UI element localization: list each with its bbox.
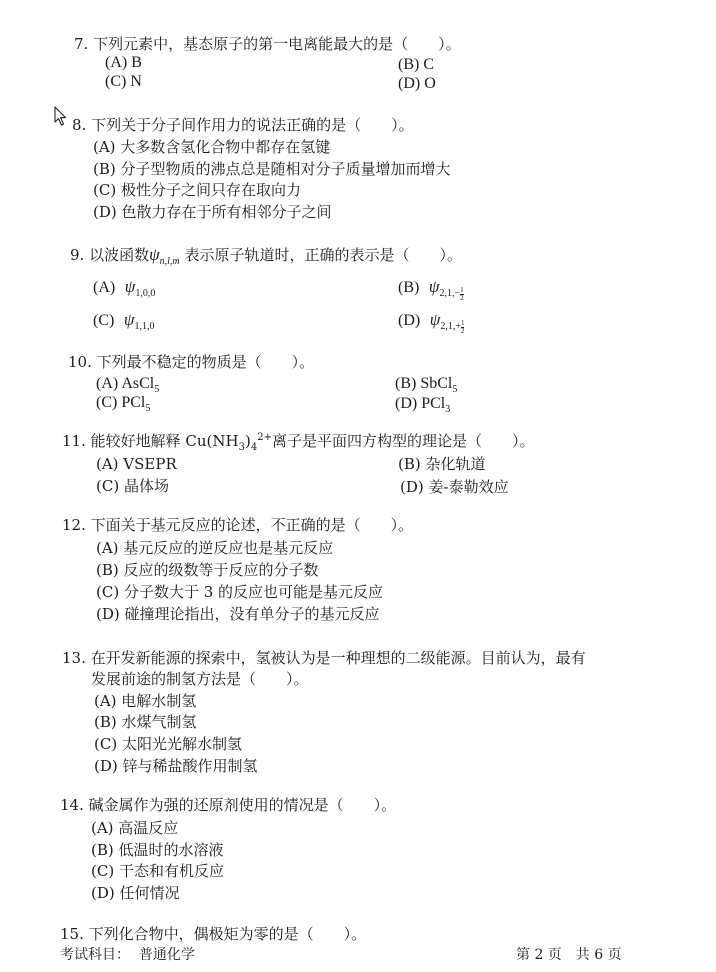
question-12-option-d: (D) 碰撞理论指出，没有单分子的基元反应 <box>96 605 380 623</box>
question-12-option-b: (B) 反应的级数等于反应的分子数 <box>96 561 319 579</box>
question-10-stem: 10. 下列最不稳定的物质是（ ）。 <box>68 353 315 371</box>
question-9-option-c: (C) $\psi_{1,1,0}$ <box>93 310 155 332</box>
question-11-option-c: (C) 晶体场 <box>96 477 169 495</box>
question-8-option-a: (A) 大多数含氢化合物中都存在氢键 <box>93 138 331 156</box>
question-13-option-d: (D) 锌与稀盐酸作用制氢 <box>94 757 258 775</box>
question-9-option-a: (A) $\psi_{1,0,0}$ <box>93 277 156 299</box>
question-14-option-b: (B) 低温时的水溶液 <box>91 841 224 859</box>
question-14-option-c: (C) 干态和有机反应 <box>91 862 224 880</box>
question-7-option-b: (B) C <box>398 56 434 73</box>
question-8-option-d: (D) 色散力存在于所有相邻分子之间 <box>93 203 332 221</box>
question-9-option-d: (D) $\psi_{2,1,+ \frac{1}{2}}$ <box>398 310 465 335</box>
question-8-option-c: (C) 极性分子之间只存在取向力 <box>93 181 301 199</box>
question-14-stem: 14. 碱金属作为强的还原剂使用的情况是（ ）。 <box>60 796 397 814</box>
question-7-option-a: (A) B <box>105 54 142 71</box>
question-11-option-d: (D) 姜-泰勒效应 <box>400 478 509 496</box>
page-number: 第 2 页 共 6 页 <box>516 947 622 963</box>
question-8-stem: 8. 下列关于分子间作用力的说法正确的是（ ）。 <box>72 116 414 134</box>
question-7-option-c: (C) N <box>105 73 142 90</box>
question-12-stem: 12. 下面关于基元反应的论述，不正确的是（ ）。 <box>62 516 414 534</box>
question-9-option-b: (B) $\psi_{2,1,- \frac{1}{2}}$ <box>398 277 464 302</box>
question-7-stem: 7. 下列元素中，基态原子的第一电离能最大的是（ ）。 <box>74 35 461 53</box>
question-11-option-a: (A) VSEPR <box>96 455 177 473</box>
question-7-option-d: (D) O <box>398 75 436 92</box>
question-12-option-a: (A) 基元反应的逆反应也是基元反应 <box>96 539 334 557</box>
question-13-option-c: (C) 太阳光光解水制氢 <box>94 735 242 753</box>
question-11-option-b: (B) 杂化轨道 <box>398 455 486 473</box>
question-15-stem: 15. 下列化合物中，偶极矩为零的是（ ）。 <box>60 925 367 943</box>
question-11-stem: 11. 能较好地解释 $Cu(NH_3)_4^{2+}$离子是平面四方构型的理论是（ ）。 <box>62 432 535 453</box>
exam-subject: 考试科目： 普通化学 <box>60 947 195 963</box>
question-10-option-c: (C) PCl$_5$ <box>96 394 151 415</box>
question-8-option-b: (B) 分子型物质的沸点总是随相对分子质量增加而增大 <box>93 160 451 178</box>
question-10-option-a: (A) AsCl$_5$ <box>96 375 160 396</box>
question-14-option-a: (A) 高温反应 <box>91 819 179 837</box>
question-12-option-c: (C) 分子数大于 3 的反应也可能是基元反应 <box>96 583 384 601</box>
subject-name: 普通化学 <box>138 947 195 963</box>
question-9-stem: 9. 以波函数$\psi_{n,l,m}$ 表示原子轨道时，正确的表示是（ ）。 <box>70 245 462 267</box>
mouse-cursor-icon <box>54 106 68 126</box>
question-14-option-d: (D) 任何情况 <box>91 884 180 902</box>
question-10-option-b: (B) SbCl$_5$ <box>395 375 458 396</box>
question-13-option-b: (B) 水煤气制氢 <box>94 713 197 731</box>
question-13-option-a: (A) 电解水制氢 <box>94 692 197 710</box>
question-13-stem-line-2: 发展前途的制氢方法是（ ）。 <box>91 670 309 688</box>
question-10-option-d: (D) PCl$_3$ <box>395 395 451 416</box>
question-13-stem-line-1: 13. 在开发新能源的探索中，氢被认为是一种理想的二级能源。目前认为，最有 <box>62 649 586 667</box>
